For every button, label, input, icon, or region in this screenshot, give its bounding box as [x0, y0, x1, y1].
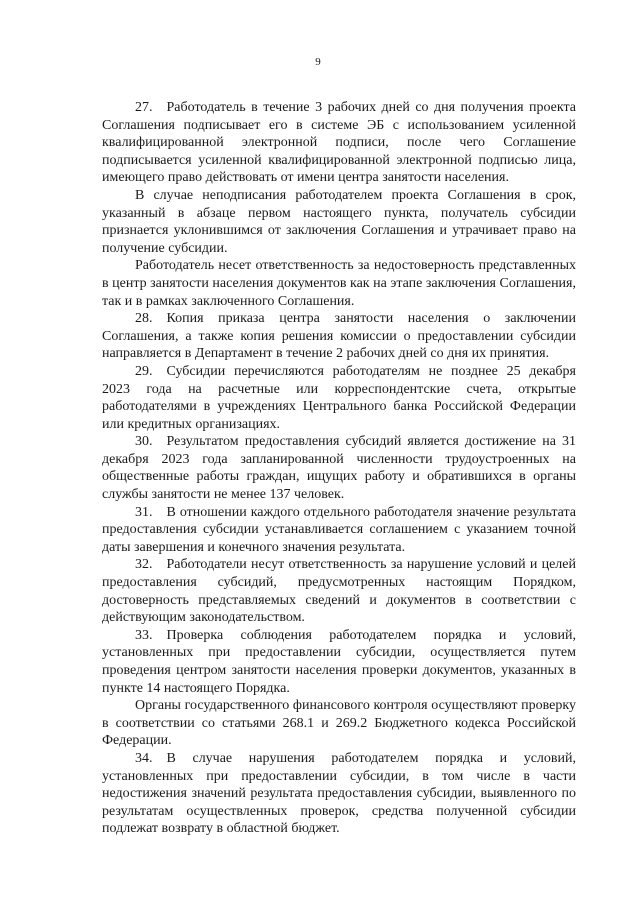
paragraph-31: 31. В отношении каждого отдельного работодателя значение результата предоставления субсидии устанавливается соглашением с указанием точной даты завершения и конечного значения результата. — [102, 504, 576, 555]
paragraph-29: 29. Субсидии перечисляются работодателям не позднее 25 декабря 2023 года на расчетные или корреспондентские счета, открытые работодателями в учреждениях Центрального банка Российской Федерации или кредитных организациях. — [102, 363, 576, 432]
paragraph-28: 28. Копия приказа центра занятости населения о заключении Соглашения, а также копия решения комиссии о предоставлении субсидии направляется в Департамент в течение 2 рабочих дней со дня их принятия. — [102, 311, 576, 362]
paragraph-27-unsigned: В случае неподписания работодателем проекта Соглашения в срок, указанный в абзаце первом настоящего пункта, получатель субсидии признается уклонившимся от заключения Соглашения и утрачивает право на получение субсидии. — [102, 187, 576, 256]
paragraph-32: 32. Работодатели несут ответственность за нарушение условий и целей предоставления субсидий, предусмотренных настоящим Порядком, достоверность представляемых сведений и документов в соответствии с действующим законодательством. — [102, 557, 576, 626]
paragraph-27: 27. Работодатель в течение 3 рабочих дней со дня получения проекта Соглашения подписывает его в системе ЭБ с использованием усиленной квалифицированной электронной подписи, после чего Соглашение подписывается усиленной квалифицированной электронной подписью лица, имеющего право действовать от имени центра занятости населения. — [102, 100, 576, 186]
paragraph-33: 33. Проверка соблюдения работодателем порядка и условий, установленных при предоставлении субсидии, осуществляется путем проведения центром занятости населения проверки документов, указанных в пункте 14 настоящего Порядка. — [102, 627, 576, 696]
paragraph-34: 34. В случае нарушения работодателем порядка и условий, установленных при предоставлении субсидии, в том числе в части недостижения значений результата предоставления субсидии, выявленного по результатам осуществленных проверок, средства полученной субсидии подлежат возврату в областной бюджет. — [102, 750, 576, 837]
page-number: 9 — [315, 56, 321, 68]
paragraph-33-control: Органы государственного финансового контроля осуществляют проверку в соответствии со статьями 268.1 и 269.2 Бюджетного кодекса Российской Федерации. — [102, 698, 576, 749]
paragraph-27-responsibility: Работодатель несет ответственность за недостоверность представленных в центр занятости населения документов как на этапе заключения Соглашения, так и в рамках заключенного Соглашения. — [102, 258, 576, 309]
document-body — [102, 99, 576, 838]
paragraph-30: 30. Результатом предоставления субсидий является достижение на 31 декабря 2023 года запланированной численности трудоустроенных на общественные работы граждан, ищущих работу и обратившихся в органы службы занятости не менее 137 человек. — [102, 434, 576, 503]
